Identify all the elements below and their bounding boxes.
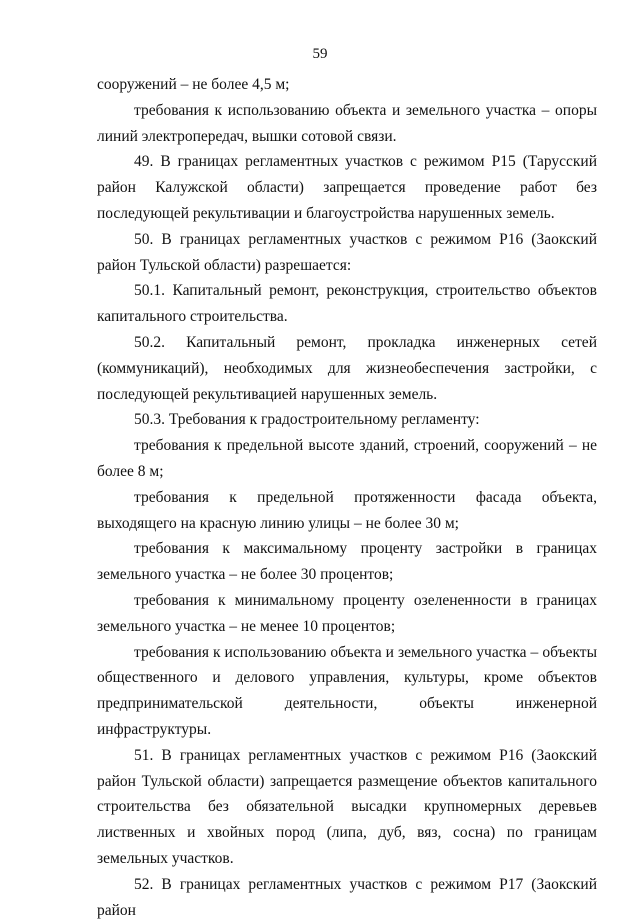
paragraph: 50.3. Требования к градостроительному регламенту: xyxy=(134,411,480,429)
paragraph: сооружений – не более 4,5 м; xyxy=(97,76,290,93)
paragraph: 50. В границах регламентных участков с режимом Р16 (Заокский район Тульской области) разрешается: xyxy=(97,230,597,274)
paragraph: 52. В границах регламентных участков с режимом Р17 (Заокский район xyxy=(97,875,597,919)
paragraph: требования к предельной высоте зданий, строений, сооружений – не более 8 м; xyxy=(97,437,597,480)
document-body xyxy=(97,72,597,923)
page-number: 59 xyxy=(312,46,328,62)
paragraph: требования к минимальному проценту озелененности в границах земельного участка – не менее 10 процентов; xyxy=(97,591,597,635)
paragraph: 50.1. Капитальный ремонт, реконструкция, строительство объектов капитального строительства. xyxy=(97,282,597,326)
paragraph: 49. В границах регламентных участков с режимом Р15 (Тарусский район Калужской области) запрещается проведение работ без последующей рекультивации и благоустройства нарушенных земель. xyxy=(97,153,597,222)
paragraph: требования к использованию объекта и земельного участка – опоры линий электропередач, вышки сотовой связи. xyxy=(97,101,597,145)
paragraph: требования к использованию объекта и земельного участка – объекты общественного и делового управления, культуры, кроме объектов предпринимательской деятельности, объекты инженерной инфраструктуры. xyxy=(97,643,597,738)
paragraph: требования к предельной протяженности фасада объекта, выходящего на красную линию улицы – не более 30 м; xyxy=(97,488,597,532)
paragraph: 51. В границах регламентных участков с режимом Р16 (Заокский район Тульской области) запрещается размещение объектов капитального строительства без обязательной высадки крупномерных деревьев лиственных и хвойных пород (липа, дуб, вяз, сосна) по границам земельных участков. xyxy=(97,746,597,867)
paragraph: 50.2. Капитальный ремонт, прокладка инженерных сетей (коммуникаций), необходимых для жизнеобеспечения застройки, с последующей рекультивацией нарушенных земель. xyxy=(97,333,597,403)
paragraph: требования к максимальному проценту застройки в границах земельного участка – не более 30 процентов; xyxy=(97,540,597,584)
